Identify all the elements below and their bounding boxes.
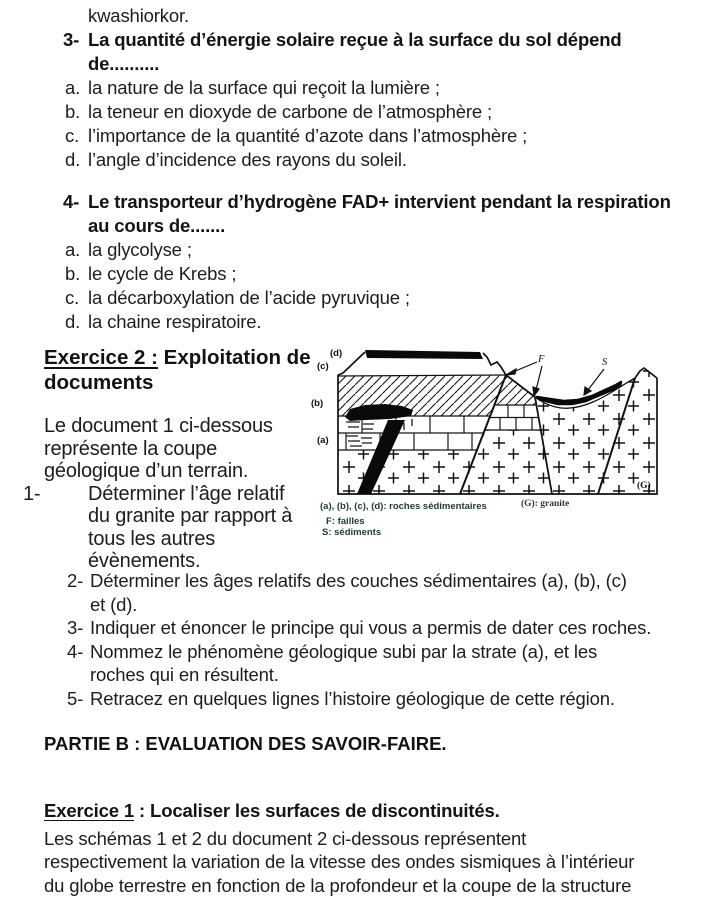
spacer xyxy=(44,395,320,415)
legend-sediments: S: sédiments xyxy=(322,527,382,538)
question-3-line-2: de.......... xyxy=(88,53,160,74)
question-3-number: 3- xyxy=(67,617,84,638)
exercice-2-column xyxy=(23,345,320,573)
option-d-marker: d. xyxy=(65,311,81,332)
sub-question-1-line-1: 1- Déterminer l’âge relatif xyxy=(23,482,285,505)
option-c: c. l’importance de la quantité d’azote dans l’atmosphère ; xyxy=(65,125,528,146)
fault-label-f: F xyxy=(538,354,545,365)
question-2-line-2: et (d). xyxy=(90,593,138,615)
question-3-number: 3- xyxy=(63,29,80,50)
option-a: a. la nature de la surface qui reçoit la lumière ; xyxy=(65,77,440,98)
partie-b-heading: PARTIE B : EVALUATION DES SAVOIR-FAIRE. xyxy=(44,733,447,754)
option-b-marker: b. xyxy=(65,101,81,122)
sub-question-1-number: 1- xyxy=(23,482,41,505)
question-4-line-2: au cours de....... xyxy=(88,215,226,236)
option-a-marker: a. xyxy=(65,77,81,98)
question-4-number: 4- xyxy=(63,191,80,212)
layer-label-a: (a) xyxy=(317,435,329,446)
sub-question-1-line-3: tous les autres xyxy=(88,527,216,550)
layer-label-b: (b) xyxy=(311,398,324,409)
question-3-line: 3- Indiquer et énoncer le principe qui vous a permis de dater ces roches. xyxy=(67,617,652,638)
geological-cross-section-figure xyxy=(310,340,720,555)
exercice-1-title: Exercice 1 : Localiser les surfaces de discontinuités. xyxy=(44,800,500,821)
option-d: d. la chaine respiratoire. xyxy=(65,311,262,332)
question-2-line-1: 2- Déterminer les âges relatifs des couches sédimentaires (a), (b), (c) xyxy=(67,570,627,591)
exercice-2-title-underlined: Exercice 2 : xyxy=(44,346,158,369)
option-a-marker: a. xyxy=(65,239,81,260)
question-3-line-1: 3- La quantité d’énergie solaire reçue à la surface du sol dépend xyxy=(63,29,622,50)
option-c-marker: c. xyxy=(65,125,80,146)
question-2-number: 2- xyxy=(67,570,84,591)
question-5-line: 5- Retracez en quelques lignes l’histoire géologique de cette région. xyxy=(67,687,615,709)
option-b: b. la teneur en dioxyde de carbone de l’atmosphère ; xyxy=(65,101,493,122)
exercice-1-block xyxy=(44,799,720,897)
exercice-2-questions-block xyxy=(44,569,712,710)
layer-d-cap xyxy=(365,350,483,359)
question-4-line-1: 4- Le transporteur d’hydrogène FAD+ intervient pendant la respiration xyxy=(63,191,671,212)
granite-left xyxy=(338,450,477,494)
exercice-2-title-line-2: documents xyxy=(44,371,154,394)
granite-wedge xyxy=(460,430,552,494)
layer-label-d: (d) xyxy=(330,348,343,359)
sub-question-1-line-2: du granite par rapport à xyxy=(88,505,293,527)
option-d: d. l’angle d’incidence des rayons du soleil. xyxy=(65,149,407,170)
question-5-number: 5- xyxy=(67,687,84,709)
intro-fragment: kwashiorkor. xyxy=(88,5,190,26)
intro-line-1: Le document 1 ci-dessous xyxy=(44,415,273,437)
granite-label-g: (G) xyxy=(637,481,651,491)
layer-a-bricks-wedge xyxy=(486,405,541,430)
option-a: a. la glycolyse ; xyxy=(65,239,192,260)
mcq-question-3-block xyxy=(63,4,622,172)
option-c-marker: c. xyxy=(65,287,80,308)
legend-granite: (G): granite xyxy=(521,499,570,509)
exercice-1-title-underlined: Exercice 1 xyxy=(44,800,135,821)
option-b-marker: b. xyxy=(65,263,81,284)
question-4-line-1: 4- Nommez le phénomène géologique subi par la strate (a), et les xyxy=(67,640,598,662)
sub-question-1-line-4: évènements. xyxy=(88,550,201,572)
intro-line-2: représente la coupe xyxy=(44,437,217,460)
option-d-marker: d. xyxy=(65,149,81,170)
question-4-number: 4- xyxy=(67,640,84,662)
option-b: b. le cycle de Krebs ; xyxy=(65,263,237,284)
sediment-label-s: S xyxy=(602,357,608,368)
exercice-1-body-line-2: respectivement la variation de la vitesse des ondes sismiques à l’intérieur xyxy=(44,851,635,872)
exercice-1-body-line-3: du globe terrestre en fonction de la profondeur et la coupe de la structure xyxy=(44,874,632,896)
legend-sedimentary-rocks: (a), (b), (c), (d): roches sédimentaires xyxy=(320,501,487,512)
option-c: c. la décarboxylation de l’acide pyruvique ; xyxy=(65,287,410,308)
exercice-1-body-line-1: Les schémas 1 et 2 du document 2 ci-dessous représentent xyxy=(44,827,527,849)
cross-section-drawing xyxy=(310,340,720,555)
mcq-question-4-block xyxy=(63,190,671,334)
intro-line-3: géologique d’un terrain. xyxy=(44,460,249,482)
legend-faults: F: failles xyxy=(326,516,365,527)
question-4-line-2: roches qui en résultent. xyxy=(90,664,279,685)
layer-label-c: (c) xyxy=(317,361,329,372)
exercice-2-title-line-1: Exercice 2 : Exploitation de xyxy=(44,346,311,369)
